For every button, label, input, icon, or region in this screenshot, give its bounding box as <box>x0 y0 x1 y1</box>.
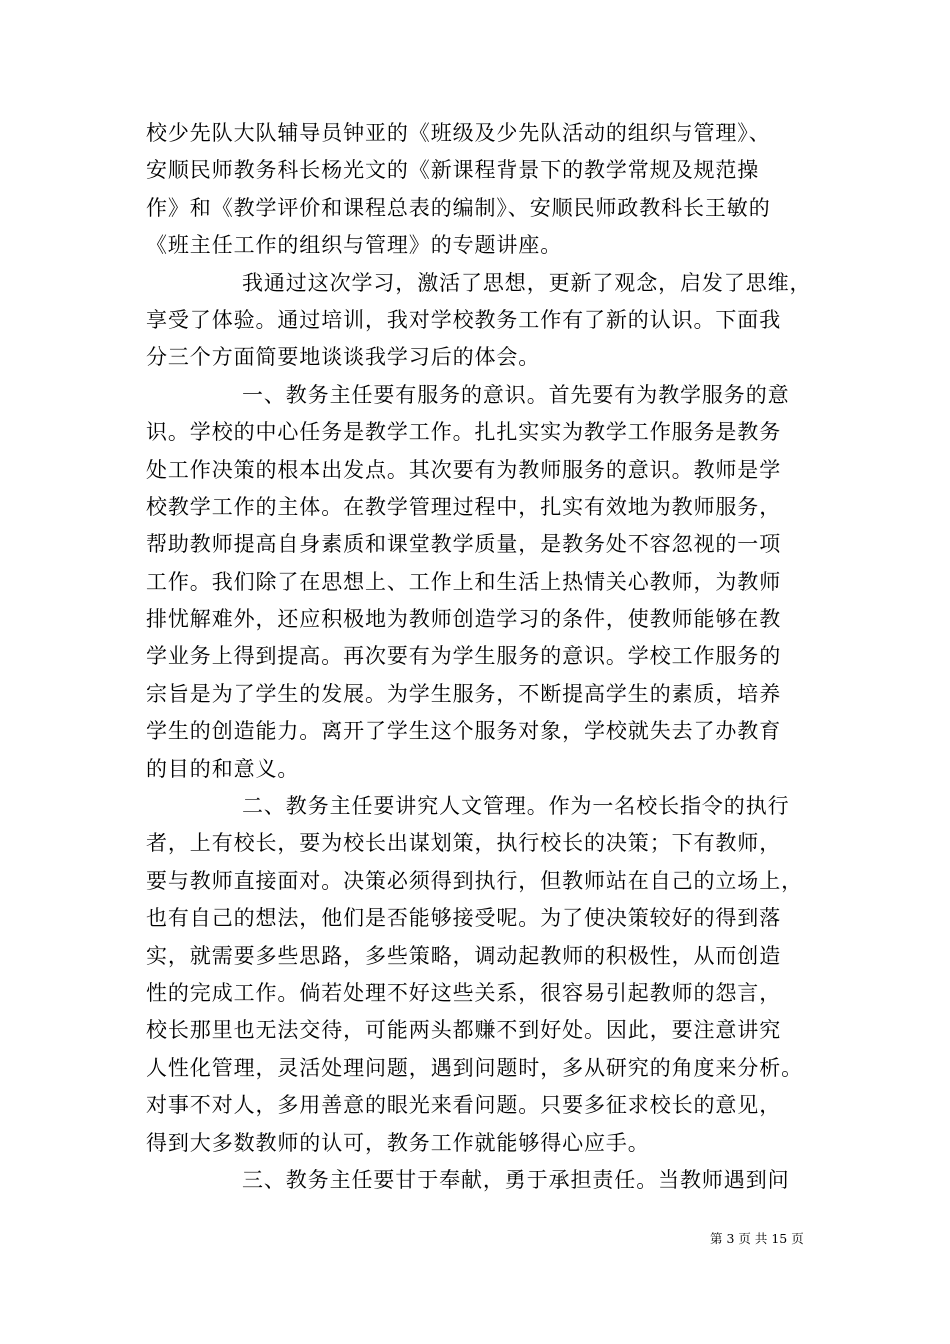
text-line: 《班主任工作的组织与管理》的专题讲座。 <box>146 233 563 258</box>
text-line: 作》和《教学评价和课程总表的编制》、安顺民师政教科长王敏的 <box>146 195 771 220</box>
text-line: 学业务上得到提高。再次要有为学生服务的意识。学校工作服务的 <box>146 644 782 669</box>
text-line: 安顺民师教务科长杨光文的《新课程背景下的教学常规及规范操 <box>146 158 760 183</box>
paragraph-first-line: 二、教务主任要讲究人文管理。作为一名校长指令的执行 <box>242 794 790 819</box>
text-line: 享受了体验。通过培训，我对学校教务工作有了新的认识。下面我 <box>146 307 782 332</box>
text-line: 要与教师直接面对。决策必须得到执行，但教师站在自己的立场上， <box>146 868 803 893</box>
text-line: 帮助教师提高自身素质和课堂教学质量，是教务处不容忽视的一项 <box>146 532 782 557</box>
text-line: 学生的创造能力。离开了学生这个服务对象，学校就失去了办教育 <box>146 719 782 744</box>
text-line: 性的完成工作。倘若处理不好这些关系，很容易引起教师的怨言， <box>146 980 782 1005</box>
body-text <box>146 115 826 1199</box>
text-line: 排忧解难外，还应积极地为教师创造学习的条件，使教师能够在教 <box>146 607 782 632</box>
text-line: 校教学工作的主体。在教学管理过程中，扎实有效地为教师服务， <box>146 494 782 519</box>
text-line: 实，就需要多些思路，多些策略，调动起教师的积极性，从而创造 <box>146 943 782 968</box>
text-line: 工作。我们除了在思想上、工作上和生活上热情关心教师，为教师 <box>146 569 782 594</box>
paragraph-first-line: 一、教务主任要有服务的意识。首先要有为教学服务的意 <box>242 382 790 407</box>
text-line: 人性化管理，灵活处理问题，遇到问题时，多从研究的角度来分析。 <box>146 1055 803 1080</box>
paragraph-first-line: 我通过这次学习，激活了思想，更新了观念，启发了思维， <box>242 270 812 295</box>
text-line: 校少先队大队辅导员钟亚的《班级及少先队活动的组织与管理》、 <box>146 121 771 145</box>
text-line: 分三个方面简要地谈谈我学习后的体会。 <box>146 345 541 370</box>
text-line: 者，上有校长，要为校长出谋划策，执行校长的决策；下有教师， <box>146 831 782 856</box>
text-line: 校长那里也无法交待，可能两头都赚不到好处。因此，要注意讲究 <box>146 1018 782 1043</box>
text-line: 也有自己的想法，他们是否能够接受呢。为了使决策较好的得到落 <box>146 906 782 931</box>
paragraph-first-line: 三、教务主任要甘于奉献，勇于承担责任。当教师遇到问 <box>242 1167 790 1192</box>
text-line: 宗旨是为了学生的发展。为学生服务，不断提高学生的素质，培养 <box>146 681 782 706</box>
page-number: 第 3 页 共 15 页 <box>710 1231 804 1246</box>
text-line: 的目的和意义。 <box>146 756 300 781</box>
text-line: 对事不对人，多用善意的眼光来看问题。只要多征求校长的意见， <box>146 1093 782 1118</box>
text-line: 处工作决策的根本出发点。其次要有为教师服务的意识。教师是学 <box>146 457 782 482</box>
text-line: 得到大多数教师的认可，教务工作就能够得心应手。 <box>146 1130 650 1155</box>
text-line: 识。学校的中心任务是教学工作。扎扎实实为教学工作服务是教务 <box>146 420 782 445</box>
